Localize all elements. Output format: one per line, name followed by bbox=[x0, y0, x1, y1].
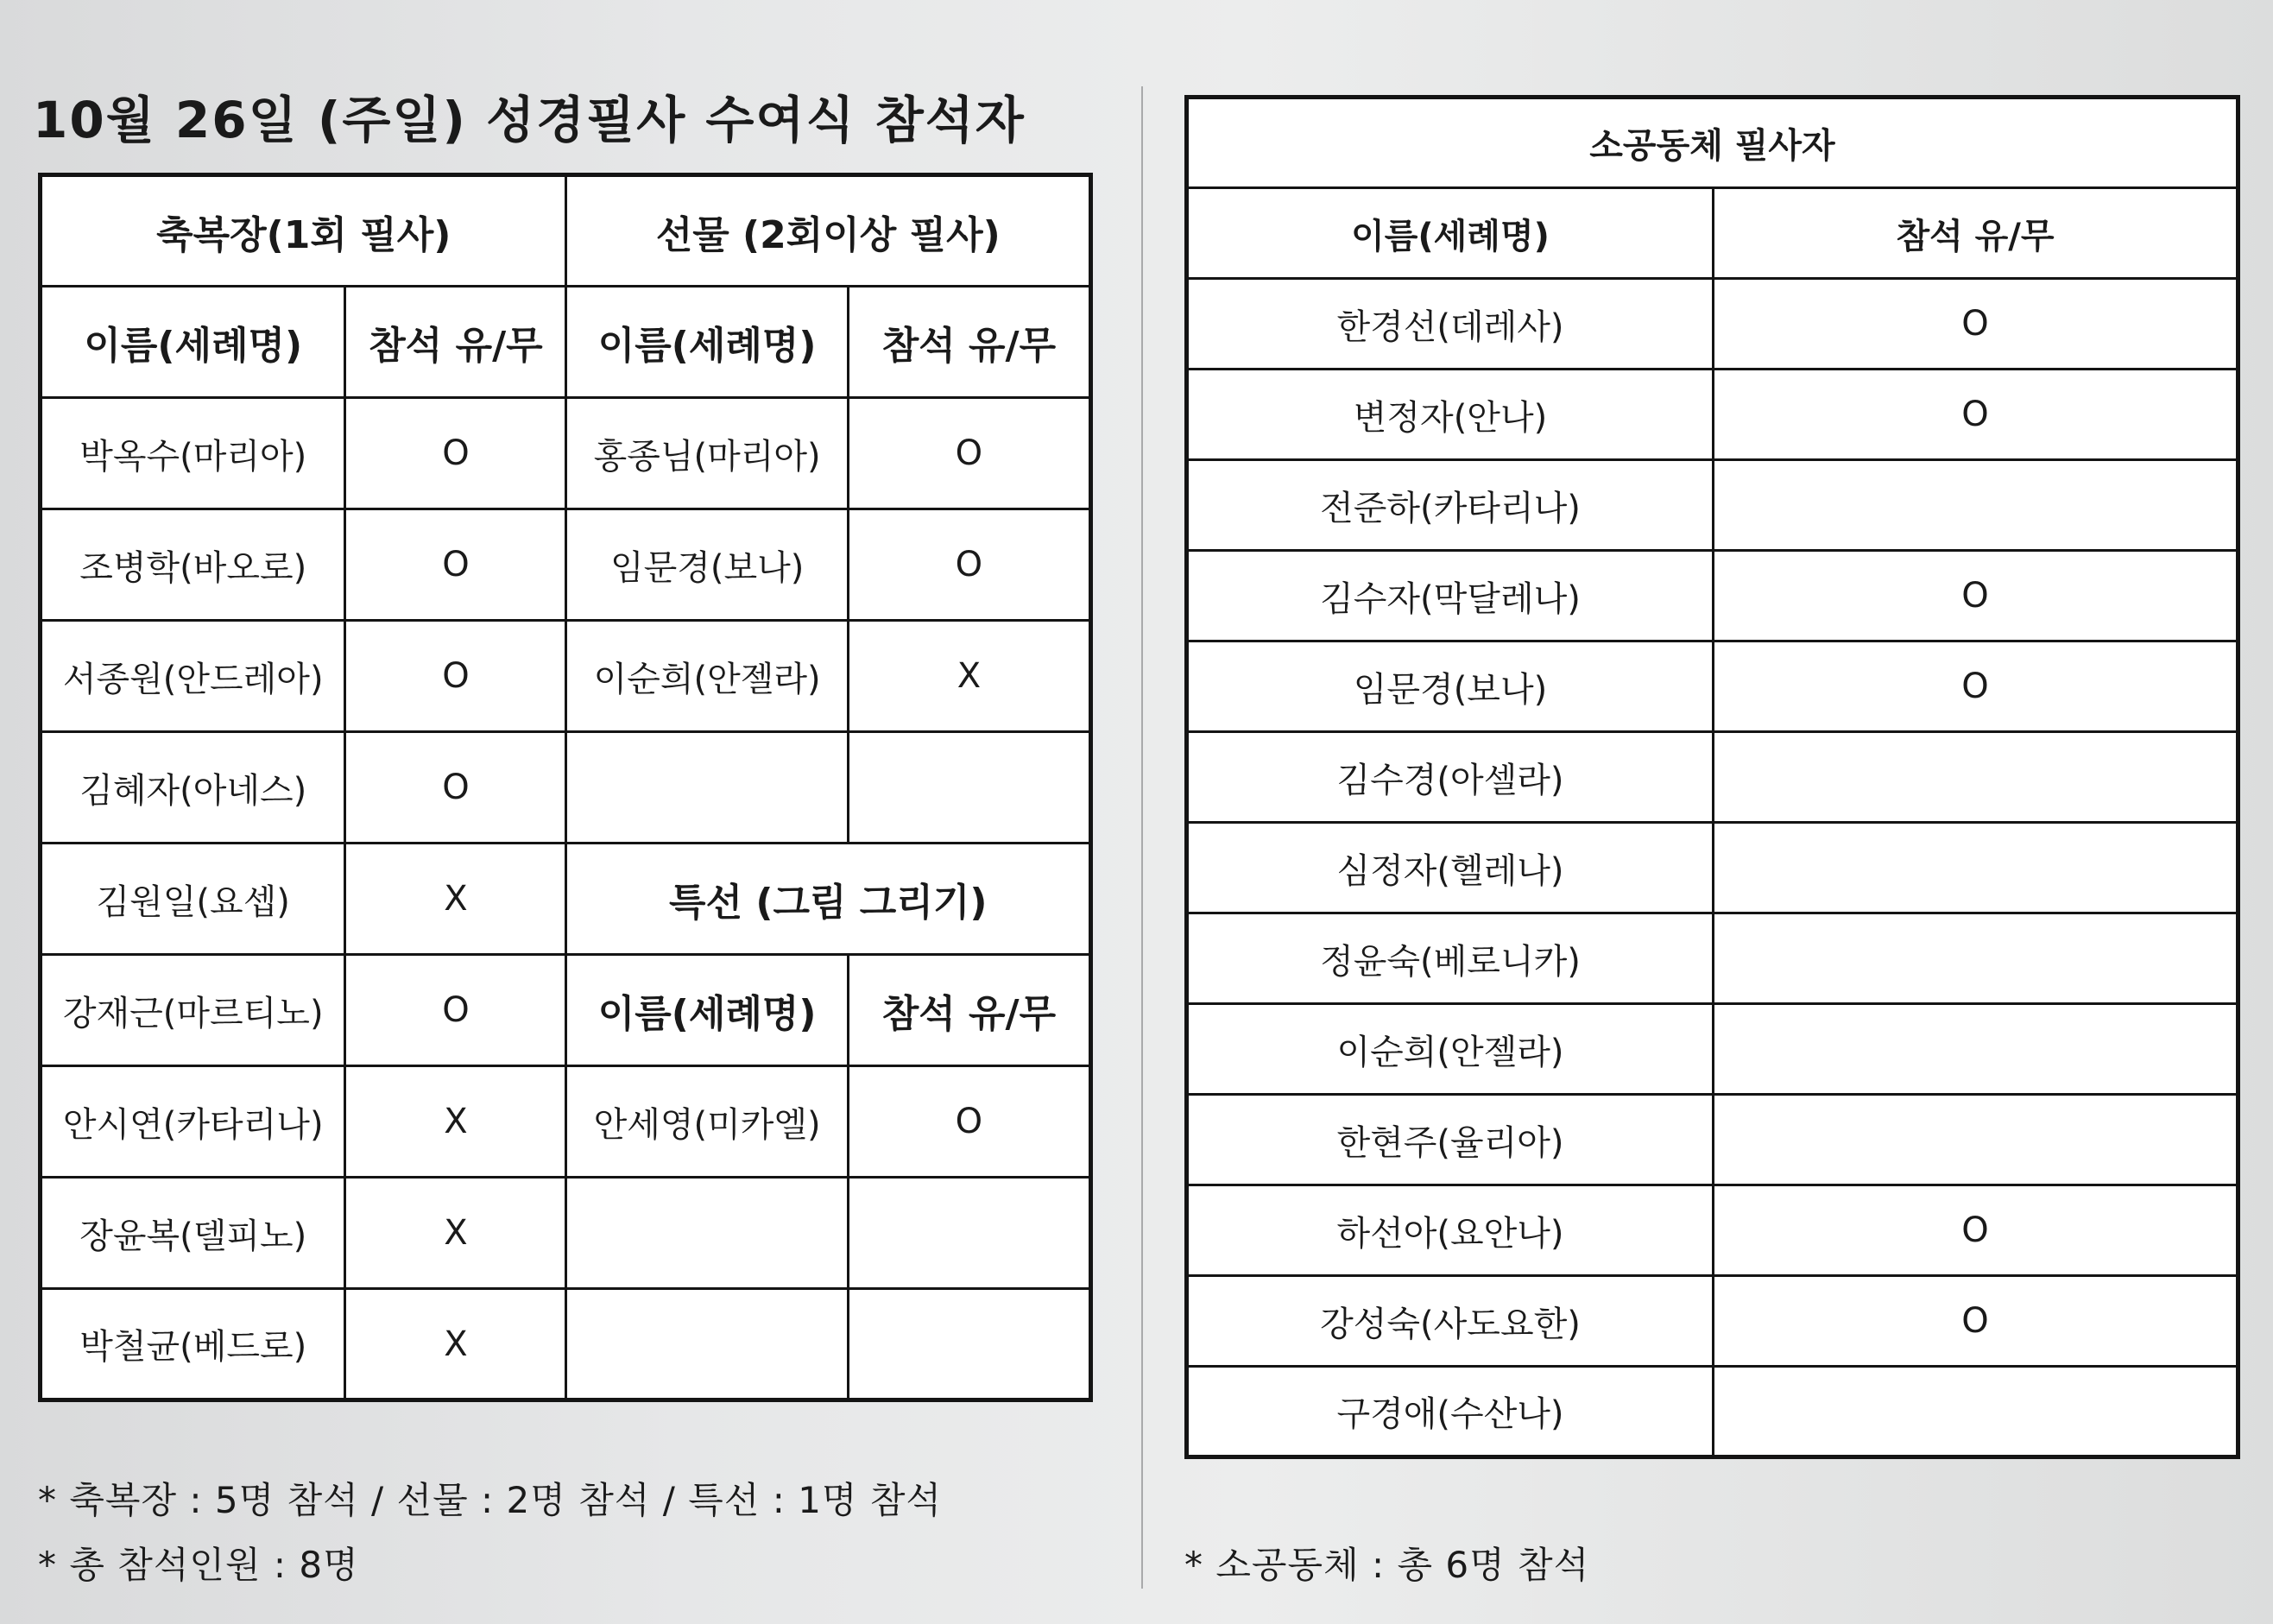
community-attendance-mark bbox=[1714, 913, 2238, 1004]
blessing-name: 서종원(안드레아) bbox=[41, 621, 345, 732]
community-name: 김수경(아셀라) bbox=[1187, 732, 1714, 823]
table-row bbox=[41, 398, 1091, 509]
table-row bbox=[1187, 279, 2238, 370]
gift-name: 홍종님(마리아) bbox=[566, 398, 848, 509]
empty-cell bbox=[848, 732, 1090, 844]
table-row bbox=[1187, 1095, 2238, 1185]
summary-note-community: * 소공동체 : 총 6명 참석 bbox=[1184, 1544, 1590, 1586]
table-row bbox=[41, 955, 1091, 1066]
table-row bbox=[1187, 1276, 2238, 1367]
gift-attendance-mark: O bbox=[848, 509, 1090, 621]
community-attendance-mark: O bbox=[1714, 641, 2238, 732]
community-attendance-mark: O bbox=[1714, 551, 2238, 641]
blessing-name: 박철균(베드로) bbox=[41, 1289, 345, 1400]
table-row bbox=[41, 621, 1091, 732]
community-header: 소공동체 필사자 bbox=[1187, 98, 2238, 188]
community-name: 임문경(보나) bbox=[1187, 641, 1714, 732]
blessing-attendance-mark: X bbox=[345, 1178, 566, 1289]
gift-attend-col: 참석 유/무 bbox=[848, 287, 1090, 398]
empty-cell bbox=[566, 732, 848, 844]
blessing-attendance-mark: X bbox=[345, 1066, 566, 1178]
gift-attendance-mark: X bbox=[848, 621, 1090, 732]
community-attendance-mark bbox=[1714, 732, 2238, 823]
community-attendance-mark bbox=[1714, 460, 2238, 551]
special-header: 특선 (그림 그리기) bbox=[566, 844, 1091, 955]
community-attendance-mark: O bbox=[1714, 279, 2238, 370]
community-name: 정윤숙(베로니카) bbox=[1187, 913, 1714, 1004]
community-name-col: 이름(세례명) bbox=[1187, 188, 1714, 279]
community-name: 강성숙(사도요한) bbox=[1187, 1276, 1714, 1367]
blessing-attendance-mark: O bbox=[345, 509, 566, 621]
community-attendance-mark bbox=[1714, 1095, 2238, 1185]
gift-name-col: 이름(세례명) bbox=[566, 287, 848, 398]
table-row bbox=[41, 1066, 1091, 1178]
table-row bbox=[1187, 551, 2238, 641]
blessing-attend-col: 참석 유/무 bbox=[345, 287, 566, 398]
summary-note-awards: * 축복장 : 5명 참석 / 선물 : 2명 참석 / 특선 : 1명 참석 bbox=[38, 1479, 942, 1521]
table-row bbox=[1187, 913, 2238, 1004]
blessing-name: 장윤복(델피노) bbox=[41, 1178, 345, 1289]
gift-name: 임문경(보나) bbox=[566, 509, 848, 621]
community-attendance-mark bbox=[1714, 1004, 2238, 1095]
community-name: 전준하(카타리나) bbox=[1187, 460, 1714, 551]
community-attend-col: 참석 유/무 bbox=[1714, 188, 2238, 279]
table-row bbox=[41, 1289, 1091, 1400]
table-row bbox=[41, 844, 1091, 955]
blessing-name: 강재근(마르티노) bbox=[41, 955, 345, 1066]
table-row bbox=[41, 509, 1091, 621]
community-attendance-mark: O bbox=[1714, 1276, 2238, 1367]
community-name: 한현주(율리아) bbox=[1187, 1095, 1714, 1185]
empty-cell bbox=[566, 1289, 848, 1400]
gift-header: 선물 (2회이상 필사) bbox=[566, 175, 1091, 287]
community-name: 구경애(수산나) bbox=[1187, 1367, 1714, 1457]
blessing-header: 축복장(1회 필사) bbox=[41, 175, 566, 287]
special-attend-col: 참석 유/무 bbox=[848, 955, 1090, 1066]
table-row bbox=[1187, 641, 2238, 732]
table-row bbox=[1187, 823, 2238, 913]
gift-attendance-mark: O bbox=[848, 398, 1090, 509]
summary-note-total: * 총 참석인원 : 8명 bbox=[38, 1544, 359, 1586]
award-attendance-table bbox=[38, 173, 1093, 1402]
blessing-name: 박옥수(마리아) bbox=[41, 398, 345, 509]
table-row bbox=[1187, 1367, 2238, 1457]
community-name: 하선아(요안나) bbox=[1187, 1185, 1714, 1276]
blessing-attendance-mark: O bbox=[345, 398, 566, 509]
blessing-attendance-mark: O bbox=[345, 621, 566, 732]
community-name: 변정자(안나) bbox=[1187, 370, 1714, 460]
table-row bbox=[1187, 732, 2238, 823]
table-row bbox=[1187, 1004, 2238, 1095]
table-row bbox=[1187, 370, 2238, 460]
community-attendance-mark: O bbox=[1714, 1185, 2238, 1276]
blessing-name: 안시연(카타리나) bbox=[41, 1066, 345, 1178]
page-title: 10월 26일 (주일) 성경필사 수여식 참석자 bbox=[33, 91, 1026, 149]
community-name: 이순희(안젤라) bbox=[1187, 1004, 1714, 1095]
community-name: 한경선(데레사) bbox=[1187, 279, 1714, 370]
community-name: 심정자(헬레나) bbox=[1187, 823, 1714, 913]
gift-name: 이순희(안젤라) bbox=[566, 621, 848, 732]
blessing-attendance-mark: O bbox=[345, 955, 566, 1066]
empty-cell bbox=[848, 1178, 1090, 1289]
community-attendance-mark bbox=[1714, 1367, 2238, 1457]
blessing-name: 조병학(바오로) bbox=[41, 509, 345, 621]
blessing-attendance-mark: X bbox=[345, 844, 566, 955]
blessing-attendance-mark: O bbox=[345, 732, 566, 844]
table-row bbox=[41, 1178, 1091, 1289]
community-name: 김수자(막달레나) bbox=[1187, 551, 1714, 641]
blessing-attendance-mark: X bbox=[345, 1289, 566, 1400]
community-transcriber-table bbox=[1184, 95, 2240, 1459]
community-attendance-mark bbox=[1714, 823, 2238, 913]
table-row bbox=[41, 732, 1091, 844]
empty-cell bbox=[848, 1289, 1090, 1400]
empty-cell bbox=[566, 1178, 848, 1289]
blessing-name: 김원일(요셉) bbox=[41, 844, 345, 955]
special-name-col: 이름(세례명) bbox=[566, 955, 848, 1066]
center-fold-divider bbox=[1141, 86, 1143, 1589]
table-row bbox=[1187, 460, 2238, 551]
special-attendance-mark: O bbox=[848, 1066, 1090, 1178]
community-attendance-mark: O bbox=[1714, 370, 2238, 460]
blessing-name: 김혜자(아네스) bbox=[41, 732, 345, 844]
blessing-name-col: 이름(세례명) bbox=[41, 287, 345, 398]
special-name: 안세영(미카엘) bbox=[566, 1066, 848, 1178]
table-row bbox=[1187, 1185, 2238, 1276]
